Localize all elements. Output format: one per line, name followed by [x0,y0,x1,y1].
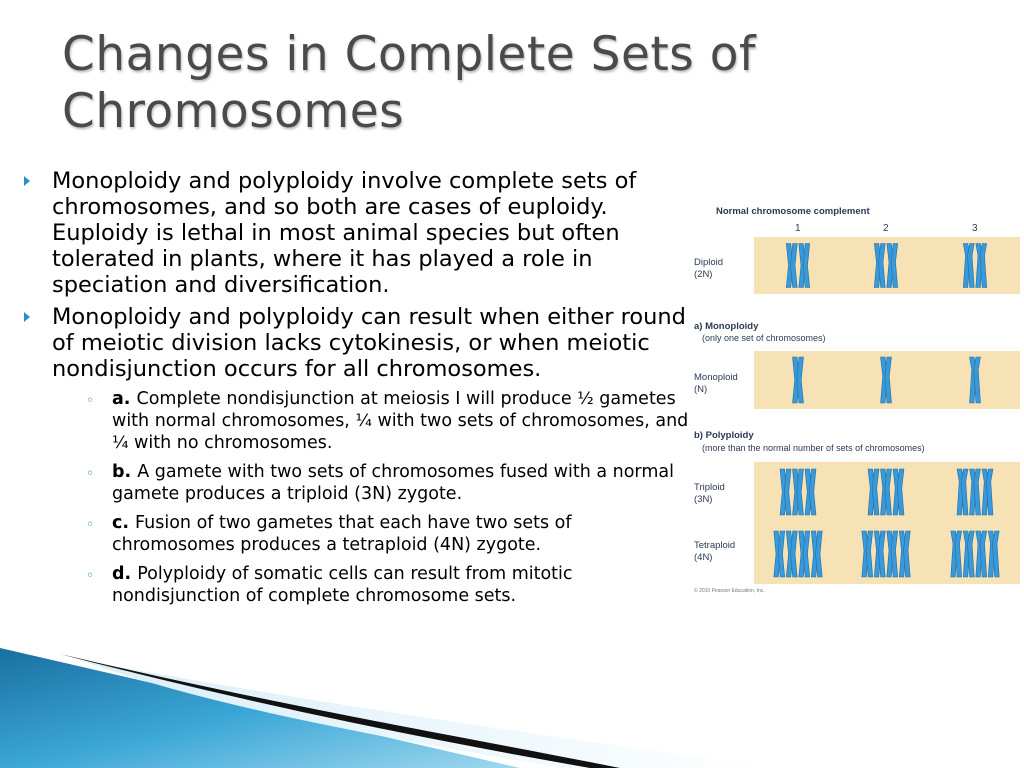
circle-bullet-icon: ◦ [86,568,95,584]
sub-bullet-text: Polyploidy of somatic cells can result from mitotic nondisjunction of complete chromosome sets. [112,564,573,606]
chromosome-glyph [811,531,822,577]
row-label-line: Monoploid [694,372,738,383]
chromosome-glyph [957,469,968,515]
row-label-line: (2N) [694,269,713,280]
row-label-line: Diploid [694,257,724,268]
column-label: 3 [972,223,978,234]
chromosome-glyph [976,244,987,288]
triploid-chromosomes [754,462,1020,522]
chromosome-glyph [793,469,804,515]
chromosome-glyph [862,531,873,577]
sub-bullet-text: with no chromosomes. [128,433,333,453]
slide-title: Changes in Complete Sets of Chromosomes [62,27,757,139]
chromosome-glyph [799,244,810,288]
chromosome-glyph [786,531,797,577]
row-label-line: (N) [694,384,708,395]
chromosome-glyph [988,531,999,577]
column-label: 2 [883,223,889,234]
chromosome-glyph [793,357,804,403]
monoploid-chromosomes [754,351,1020,409]
diploid-label [694,257,723,281]
fraction: ½ [577,389,594,409]
figure-heading: Normal chromosome complement [716,206,870,217]
chromosome-glyph [799,531,810,577]
sub-bullet-item [52,388,692,454]
fraction: ¼ [355,411,372,431]
row-label-line: Tetraploid [694,540,736,551]
decorative-swoosh [0,640,1024,768]
monoploidy-subheading: (only one set of chromosomes) [702,333,826,343]
sub-bullet-text: A gamete with two sets of chromosomes fused with a normal gamete produces a triploid (3N) zygote. [112,462,674,504]
bullet-item [20,304,692,607]
chromosome-glyph [970,357,981,403]
bullet-text: Monoploidy and polyploidy can result when either round of meiotic division lacks cytokinesis, or when meiotic nondisjunction occurs for all chromosomes. [52,304,686,382]
monoploidy-heading: a) Monoploidy [694,321,759,332]
bullet-arrow-icon [24,312,30,322]
fraction: ¼ [112,433,129,453]
chromosome-glyph [786,244,797,288]
row-label-line: (4N) [694,552,713,563]
bullet-text: Monoploidy and polyploidy involve complete sets of chromosomes, and so both are cases of euploidy. Euploidy is lethal in most animal species but often tolerated in plants, where it has played a role in speciation and diversification. [52,168,637,298]
chromosome-glyph [887,531,898,577]
sub-bullet-item [52,512,692,556]
chromosome-glyph [881,357,892,403]
slide-body [20,168,692,614]
sub-bullet-text: Complete nondisjunction at meiosis I will produce [136,389,578,409]
chromosome-figure [690,200,1020,596]
chromosome-glyph [976,531,987,577]
figure-copyright: © 2010 Pearson Education, Inc. [694,588,765,594]
sub-bullet-text: gametes with normal chromosomes, [112,389,676,431]
chromosome-glyph [970,469,981,515]
chromosome-glyph [899,531,910,577]
chromosome-glyph [780,469,791,515]
sub-bullet-letter: a. [112,389,131,409]
circle-bullet-icon: ◦ [86,466,95,482]
tetraploid-chromosomes [754,524,1020,584]
tetraploid-label [694,540,735,564]
bullet-arrow-icon [24,176,30,186]
column-label: 1 [795,223,801,234]
sub-bullet-item [52,461,692,505]
polyploidy-heading: b) Polyploidy [694,430,754,441]
bullet-item [20,168,692,298]
sub-bullet-list [52,388,692,607]
triploid-label [694,482,725,506]
chromosome-glyph [874,531,885,577]
sub-bullet-text: with two sets of chromosomes, and [371,411,689,431]
chromosome-glyph [868,469,879,515]
sub-bullet-item [52,563,692,607]
circle-bullet-icon: ◦ [86,517,95,533]
chromosome-glyph [774,531,785,577]
diploid-chromosomes [754,237,1020,294]
sub-bullet-text: Fusion of two gametes that each have two sets of chromosomes produces a tetraploid (4N) zygote. [112,513,572,555]
chromosome-glyph [887,244,898,288]
chromosome-glyph [881,469,892,515]
chromosome-glyph [951,531,962,577]
sub-bullet-letter: b. [112,462,132,482]
chromosome-glyph [982,469,993,515]
monoploid-label [694,372,738,396]
row-label-line: Triploid [694,482,725,493]
row-label-line: (3N) [694,494,713,505]
chromosome-glyph [963,531,974,577]
chromosome-glyph [874,244,885,288]
chromosome-glyph [893,469,904,515]
chromosome-glyph [963,244,974,288]
circle-bullet-icon: ◦ [86,393,95,409]
sub-bullet-letter: c. [112,513,130,533]
polyploidy-subheading: (more than the normal number of sets of chromosomes) [702,443,925,453]
chromosome-glyph [805,469,816,515]
sub-bullet-letter: d. [112,564,132,584]
